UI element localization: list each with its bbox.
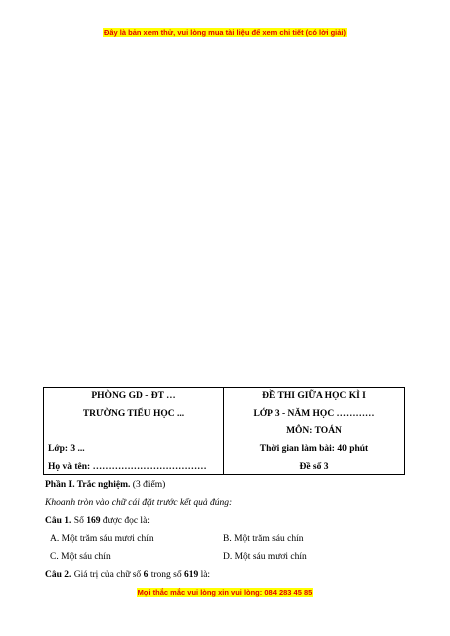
question-1-label: Câu 1. xyxy=(45,516,72,526)
duration: Thời gian làm bài: 40 phút xyxy=(259,444,369,454)
question-2-text-pre: Giá trị của chữ số xyxy=(71,570,144,580)
q1-option-b[interactable]: B. Một trăm sáu chín xyxy=(223,534,304,544)
preview-notice-banner xyxy=(0,28,450,38)
contact-text: Mọi thắc mắc vui lòng xin vui lòng: 084 283 45 85 xyxy=(137,588,313,597)
contact-banner xyxy=(0,588,450,598)
q1-option-a[interactable]: A. Một trăm sáu mươi chín xyxy=(50,534,154,544)
part1-instruction: Khoanh tròn vào chữ cái đặt trước kết quả đúng: xyxy=(45,498,233,508)
part1-heading xyxy=(45,479,165,491)
subject: MÔN: TOÁN xyxy=(286,426,342,436)
header-right-cell xyxy=(224,388,404,474)
question-1-number: 169 xyxy=(86,516,101,526)
q1-option-d[interactable]: D. Một sáu mươi chín xyxy=(223,552,307,562)
student-name-line: Họ và tên: ……………………………… xyxy=(48,462,207,472)
question-2-label: Câu 2. xyxy=(45,570,72,580)
question-2 xyxy=(45,569,210,581)
q1-option-c[interactable]: C. Một sáu chín xyxy=(50,552,111,562)
grade-year: LỚP 3 - NĂM HỌC ………… xyxy=(253,409,375,419)
exam-header-table xyxy=(43,387,405,475)
school-name: TRƯỜNG TIỂU HỌC ... xyxy=(82,409,185,419)
question-2-text-mid: trong số xyxy=(148,570,184,580)
part1-title: Phần I. Trắc nghiệm. xyxy=(45,480,131,490)
question-2-digit: 6 xyxy=(143,570,149,580)
question-1-text-post: được đọc là: xyxy=(100,516,150,526)
exam-title: ĐỀ THI GIỮA HỌC KÌ I xyxy=(262,391,366,401)
header-left-cell xyxy=(44,388,224,474)
question-2-text-post: là: xyxy=(198,570,211,580)
class-line: Lớp: 3 ... xyxy=(48,444,85,454)
part1-points: (3 điểm) xyxy=(130,480,166,490)
department-name: PHÒNG GD - ĐT … xyxy=(91,391,176,401)
question-2-number: 619 xyxy=(183,570,199,580)
question-1 xyxy=(45,515,150,527)
exam-number: Đề số 3 xyxy=(299,462,329,472)
preview-notice-text: Đây là bản xem thử, vui lòng mua tài liệu để xem chi tiết (có lời giải) xyxy=(103,28,347,37)
question-1-text-pre: Số xyxy=(71,516,87,526)
